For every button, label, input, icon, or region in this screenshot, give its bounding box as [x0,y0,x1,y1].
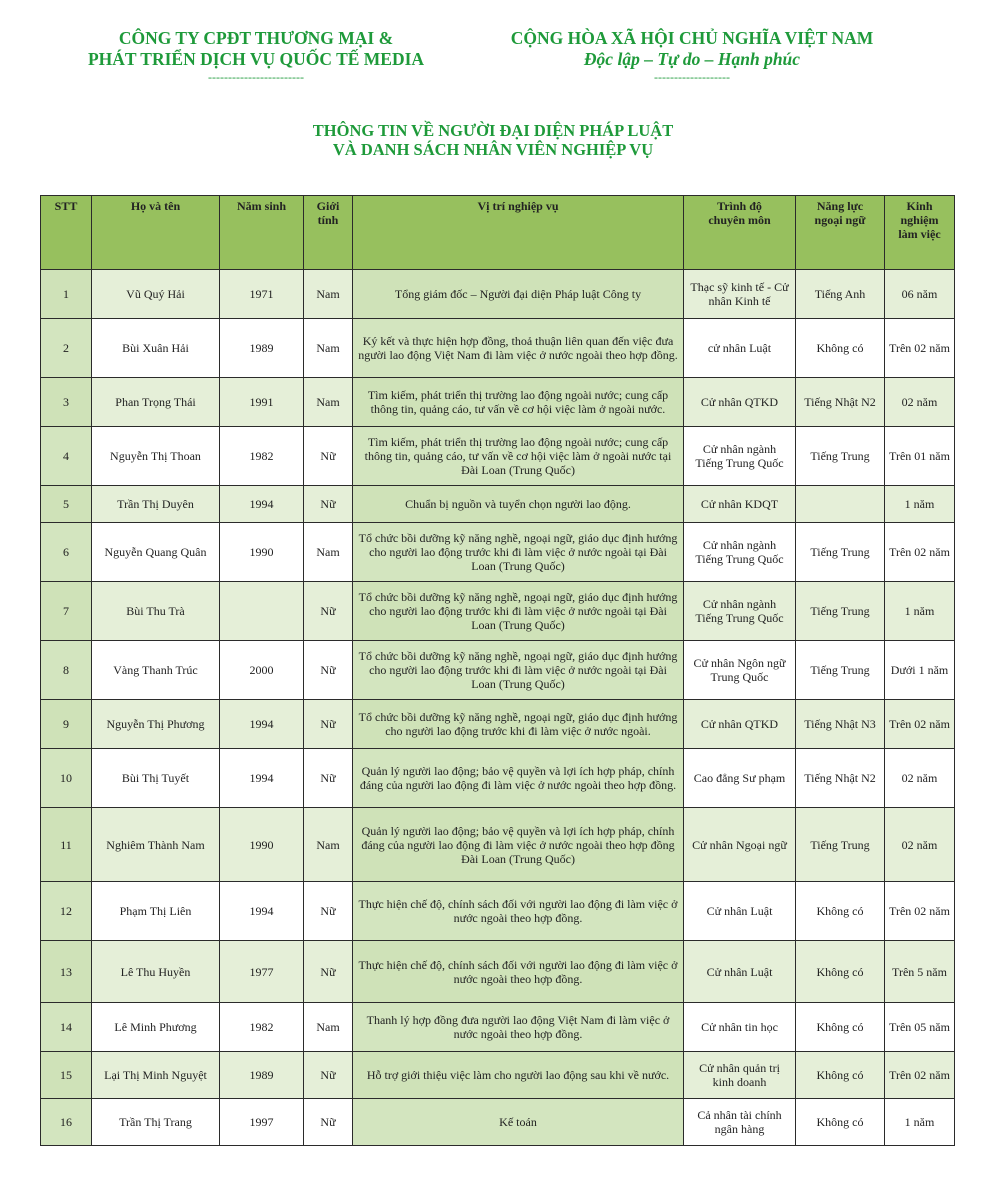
staff-stt: 11 [41,808,92,882]
staff-position: Thực hiện chế độ, chính sách đối với người lao động đi làm việc ở nước ngoài theo hợp đồng. [353,882,684,941]
staff-gender: Nam [304,270,353,319]
staff-experience: 1 năm [885,1099,955,1146]
table-row [41,486,955,523]
table-row [41,941,955,1003]
staff-education: cử nhân Luật [684,319,796,378]
national-divider: ------------------- [654,70,730,84]
staff-stt: 3 [41,378,92,427]
staff-gender: Nam [304,1003,353,1052]
staff-name: Bùi Xuân Hải [92,319,220,378]
col-header-name: Họ và tên [92,196,220,270]
staff-position: Quản lý người lao động; bảo vệ quyền và lợi ích hợp pháp, chính đáng của người lao động đi làm việc ở nước ngoài theo hợp đồng Đài Loan (Trung Quốc) [353,808,684,882]
col-header-stt: STT [41,196,92,270]
staff-language: Không có [796,1099,885,1146]
staff-name: Phan Trọng Thái [92,378,220,427]
staff-position: Kế toán [353,1099,684,1146]
staff-name: Bùi Thị Tuyết [92,749,220,808]
staff-name: Nguyễn Quang Quân [92,523,220,582]
col-header-language-line2: ngoại ngữ [814,213,866,227]
staff-education: Cử nhân ngành Tiếng Trung Quốc [684,523,796,582]
table-header-row [41,196,955,270]
staff-position: Thực hiện chế độ, chính sách đối với người lao động đi làm việc ở nước ngoài theo hợp đồng. [353,941,684,1003]
staff-language: Tiếng Trung [796,427,885,486]
staff-position: Tổ chức bồi dưỡng kỹ năng nghề, ngoại ngữ, giáo dục định hướng cho người lao động trước khi đi làm việc ở nước ngoài. [353,700,684,749]
table-row [41,641,955,700]
staff-name: Trần Thị Trang [92,1099,220,1146]
national-header [492,28,892,84]
table-row [41,808,955,882]
staff-education: Cử nhân QTKD [684,700,796,749]
table-row [41,700,955,749]
staff-education: Cử nhân tin học [684,1003,796,1052]
staff-position: Tổ chức bồi dưỡng kỹ năng nghề, ngoại ngữ, giáo dục định hướng cho người lao động trước khi đi làm việc ở nước ngoài tại Đài Loan (Trung Quốc) [353,582,684,641]
col-header-experience [885,196,955,270]
col-header-education-line1: Trình độ [717,199,762,213]
staff-name: Vàng Thanh Trúc [92,641,220,700]
staff-education: Cử nhân KDQT [684,486,796,523]
staff-experience: Trên 02 năm [885,523,955,582]
staff-language: Không có [796,319,885,378]
staff-birth-year: 1990 [220,523,304,582]
col-header-education-line2: chuyên môn [708,213,771,227]
staff-gender: Nữ [304,582,353,641]
staff-name: Phạm Thị Liên [92,882,220,941]
table-row [41,378,955,427]
staff-gender: Nữ [304,486,353,523]
staff-gender: Nữ [304,427,353,486]
staff-position: Hỗ trợ giới thiệu việc làm cho người lao động sau khi về nước. [353,1052,684,1099]
staff-experience: 1 năm [885,486,955,523]
staff-stt: 4 [41,427,92,486]
staff-birth-year: 2000 [220,641,304,700]
staff-position: Ký kết và thực hiện hợp đồng, thoả thuận liên quan đến việc đưa người lao động Việt Nam đi làm việc ở nước ngoài theo hợp đồng. [353,319,684,378]
staff-education: Cao đẳng Sư phạm [684,749,796,808]
staff-education: Cử nhân Ngoại ngữ [684,808,796,882]
staff-language: Không có [796,941,885,1003]
col-header-birth: Năm sinh [220,196,304,270]
table-row [41,270,955,319]
staff-gender: Nữ [304,1099,353,1146]
staff-name: Lại Thị Minh Nguyệt [92,1052,220,1099]
staff-education: Cử nhân ngành Tiếng Trung Quốc [684,427,796,486]
staff-stt: 16 [41,1099,92,1146]
staff-experience: Trên 05 năm [885,1003,955,1052]
staff-gender: Nam [304,378,353,427]
staff-education: Cả nhân tài chính ngân hàng [684,1099,796,1146]
staff-stt: 1 [41,270,92,319]
staff-stt: 12 [41,882,92,941]
staff-gender: Nữ [304,641,353,700]
staff-experience: 02 năm [885,749,955,808]
table-row [41,882,955,941]
staff-language: Không có [796,1003,885,1052]
col-header-experience-line1: Kinh [906,199,933,213]
staff-language [796,486,885,523]
staff-name: Vũ Quý Hải [92,270,220,319]
staff-stt: 15 [41,1052,92,1099]
staff-birth-year: 1994 [220,700,304,749]
staff-education: Thạc sỹ kinh tế - Cử nhân Kinh tế [684,270,796,319]
staff-language: Tiếng Trung [796,582,885,641]
staff-position: Tìm kiếm, phát triển thị trường lao động ngoài nước; cung cấp thông tin, quảng cáo, tư vấn về cơ hội việc làm ở ngoài nước. [353,378,684,427]
staff-gender: Nữ [304,941,353,1003]
table-row [41,427,955,486]
table-row [41,523,955,582]
staff-birth-year: 1989 [220,319,304,378]
document-title [0,121,986,159]
staff-stt: 2 [41,319,92,378]
staff-position: Quản lý người lao động; bảo vệ quyền và lợi ích hợp pháp, chính đáng của người lao động đi làm việc ở nước ngoài theo hợp đồng. [353,749,684,808]
staff-name: Trần Thị Duyên [92,486,220,523]
staff-name: Nguyễn Thị Phương [92,700,220,749]
staff-birth-year: 1990 [220,808,304,882]
staff-language: Tiếng Nhật N3 [796,700,885,749]
staff-name: Nguyễn Thị Thoan [92,427,220,486]
staff-birth-year: 1994 [220,882,304,941]
staff-language: Không có [796,1052,885,1099]
staff-language: Tiếng Anh [796,270,885,319]
staff-gender: Nữ [304,700,353,749]
staff-gender: Nữ [304,749,353,808]
col-header-gender-line1: Giới [316,199,340,213]
table-row [41,1052,955,1099]
staff-experience: 06 năm [885,270,955,319]
staff-experience: Dưới 1 năm [885,641,955,700]
staff-education: Cử nhân quản trị kinh doanh [684,1052,796,1099]
staff-stt: 9 [41,700,92,749]
staff-name: Nghiêm Thành Nam [92,808,220,882]
staff-stt: 10 [41,749,92,808]
company-name-line2: PHÁT TRIỂN DỊCH VỤ QUỐC TẾ MEDIA [87,49,425,69]
staff-stt: 14 [41,1003,92,1052]
staff-language: Tiếng Nhật N2 [796,749,885,808]
staff-name: Bùi Thu Trà [92,582,220,641]
staff-birth-year: 1971 [220,270,304,319]
national-title: CỘNG HÒA XÃ HỘI CHỦ NGHĨA VIỆT NAM [510,28,874,48]
staff-education: Cử nhân ngành Tiếng Trung Quốc [684,582,796,641]
staff-name: Lê Minh Phương [92,1003,220,1052]
staff-birth-year: 1994 [220,749,304,808]
staff-stt: 6 [41,523,92,582]
col-header-position: Vị trí nghiệp vụ [353,196,684,270]
col-header-education [684,196,796,270]
staff-stt: 8 [41,641,92,700]
staff-table [40,195,955,1146]
staff-birth-year: 1977 [220,941,304,1003]
staff-stt: 5 [41,486,92,523]
staff-table-body [41,270,955,1146]
staff-education: Cử nhân QTKD [684,378,796,427]
col-header-language [796,196,885,270]
company-header [60,28,452,84]
col-header-experience-line2: nghiệm [900,213,939,227]
staff-position: Thanh lý hợp đồng đưa người lao động Việt Nam đi làm việc ở nước ngoài theo hợp đồng. [353,1003,684,1052]
staff-language: Tiếng Trung [796,808,885,882]
col-header-gender-line2: tính [317,213,339,227]
company-divider: ------------------------ [208,70,304,84]
staff-experience: 02 năm [885,808,955,882]
staff-position: Tổ chức bồi dưỡng kỹ năng nghề, ngoại ngữ, giáo dục định hướng cho người lao động trước khi đi làm việc ở nước ngoài tại Đài Loan (Trung Quốc) [353,641,684,700]
table-row [41,582,955,641]
staff-birth-year: 1989 [220,1052,304,1099]
staff-gender: Nam [304,523,353,582]
staff-language: Tiếng Trung [796,641,885,700]
staff-gender: Nữ [304,882,353,941]
staff-birth-year: 1997 [220,1099,304,1146]
staff-birth-year: 1994 [220,486,304,523]
national-motto: Độc lập – Tự do – Hạnh phúc [583,49,801,69]
staff-experience: Trên 02 năm [885,700,955,749]
document-title-line2: VÀ DANH SÁCH NHÂN VIÊN NGHIỆP VỤ [332,140,654,159]
staff-stt: 7 [41,582,92,641]
staff-stt: 13 [41,941,92,1003]
staff-language: Tiếng Trung [796,523,885,582]
staff-experience: Trên 01 năm [885,427,955,486]
staff-experience: Trên 02 năm [885,319,955,378]
col-header-gender [304,196,353,270]
staff-education: Cử nhân Luật [684,941,796,1003]
staff-position: Tổ chức bồi dưỡng kỹ năng nghề, ngoại ngữ, giáo dục định hướng cho người lao động trước khi đi làm việc ở nước ngoài tại Đài Loan (Trung Quốc) [353,523,684,582]
staff-experience: Trên 02 năm [885,882,955,941]
staff-birth-year: 1982 [220,1003,304,1052]
staff-birth-year: 1982 [220,427,304,486]
col-header-experience-line3: làm việc [898,227,941,241]
staff-education: Cử nhân Ngôn ngữ Trung Quốc [684,641,796,700]
staff-position: Tổng giám đốc – Người đại diện Pháp luật Công ty [353,270,684,319]
col-header-language-line1: Năng lực [816,199,864,213]
staff-experience: Trên 5 năm [885,941,955,1003]
staff-position: Tìm kiếm, phát triển thị trường lao động ngoài nước; cung cấp thông tin, quảng cáo, tư vấn về cơ hội việc làm ở ngoài nước tại Đài Loan (Trung Quốc) [353,427,684,486]
staff-language: Không có [796,882,885,941]
staff-education: Cử nhân Luật [684,882,796,941]
staff-language: Tiếng Nhật N2 [796,378,885,427]
table-row [41,319,955,378]
staff-position: Chuẩn bị nguồn và tuyển chọn người lao động. [353,486,684,523]
staff-name: Lê Thu Huyền [92,941,220,1003]
table-row [41,1003,955,1052]
staff-experience: Trên 02 năm [885,1052,955,1099]
staff-gender: Nam [304,319,353,378]
staff-experience: 1 năm [885,582,955,641]
company-name-line1: CÔNG TY CPĐT THƯƠNG MẠI & [118,28,394,48]
staff-birth-year [220,582,304,641]
document-title-line1: THÔNG TIN VỀ NGƯỜI ĐẠI DIỆN PHÁP LUẬT [312,121,674,140]
table-row [41,749,955,808]
staff-gender: Nữ [304,1052,353,1099]
table-row [41,1099,955,1146]
staff-gender: Nam [304,808,353,882]
staff-experience: 02 năm [885,378,955,427]
staff-birth-year: 1991 [220,378,304,427]
